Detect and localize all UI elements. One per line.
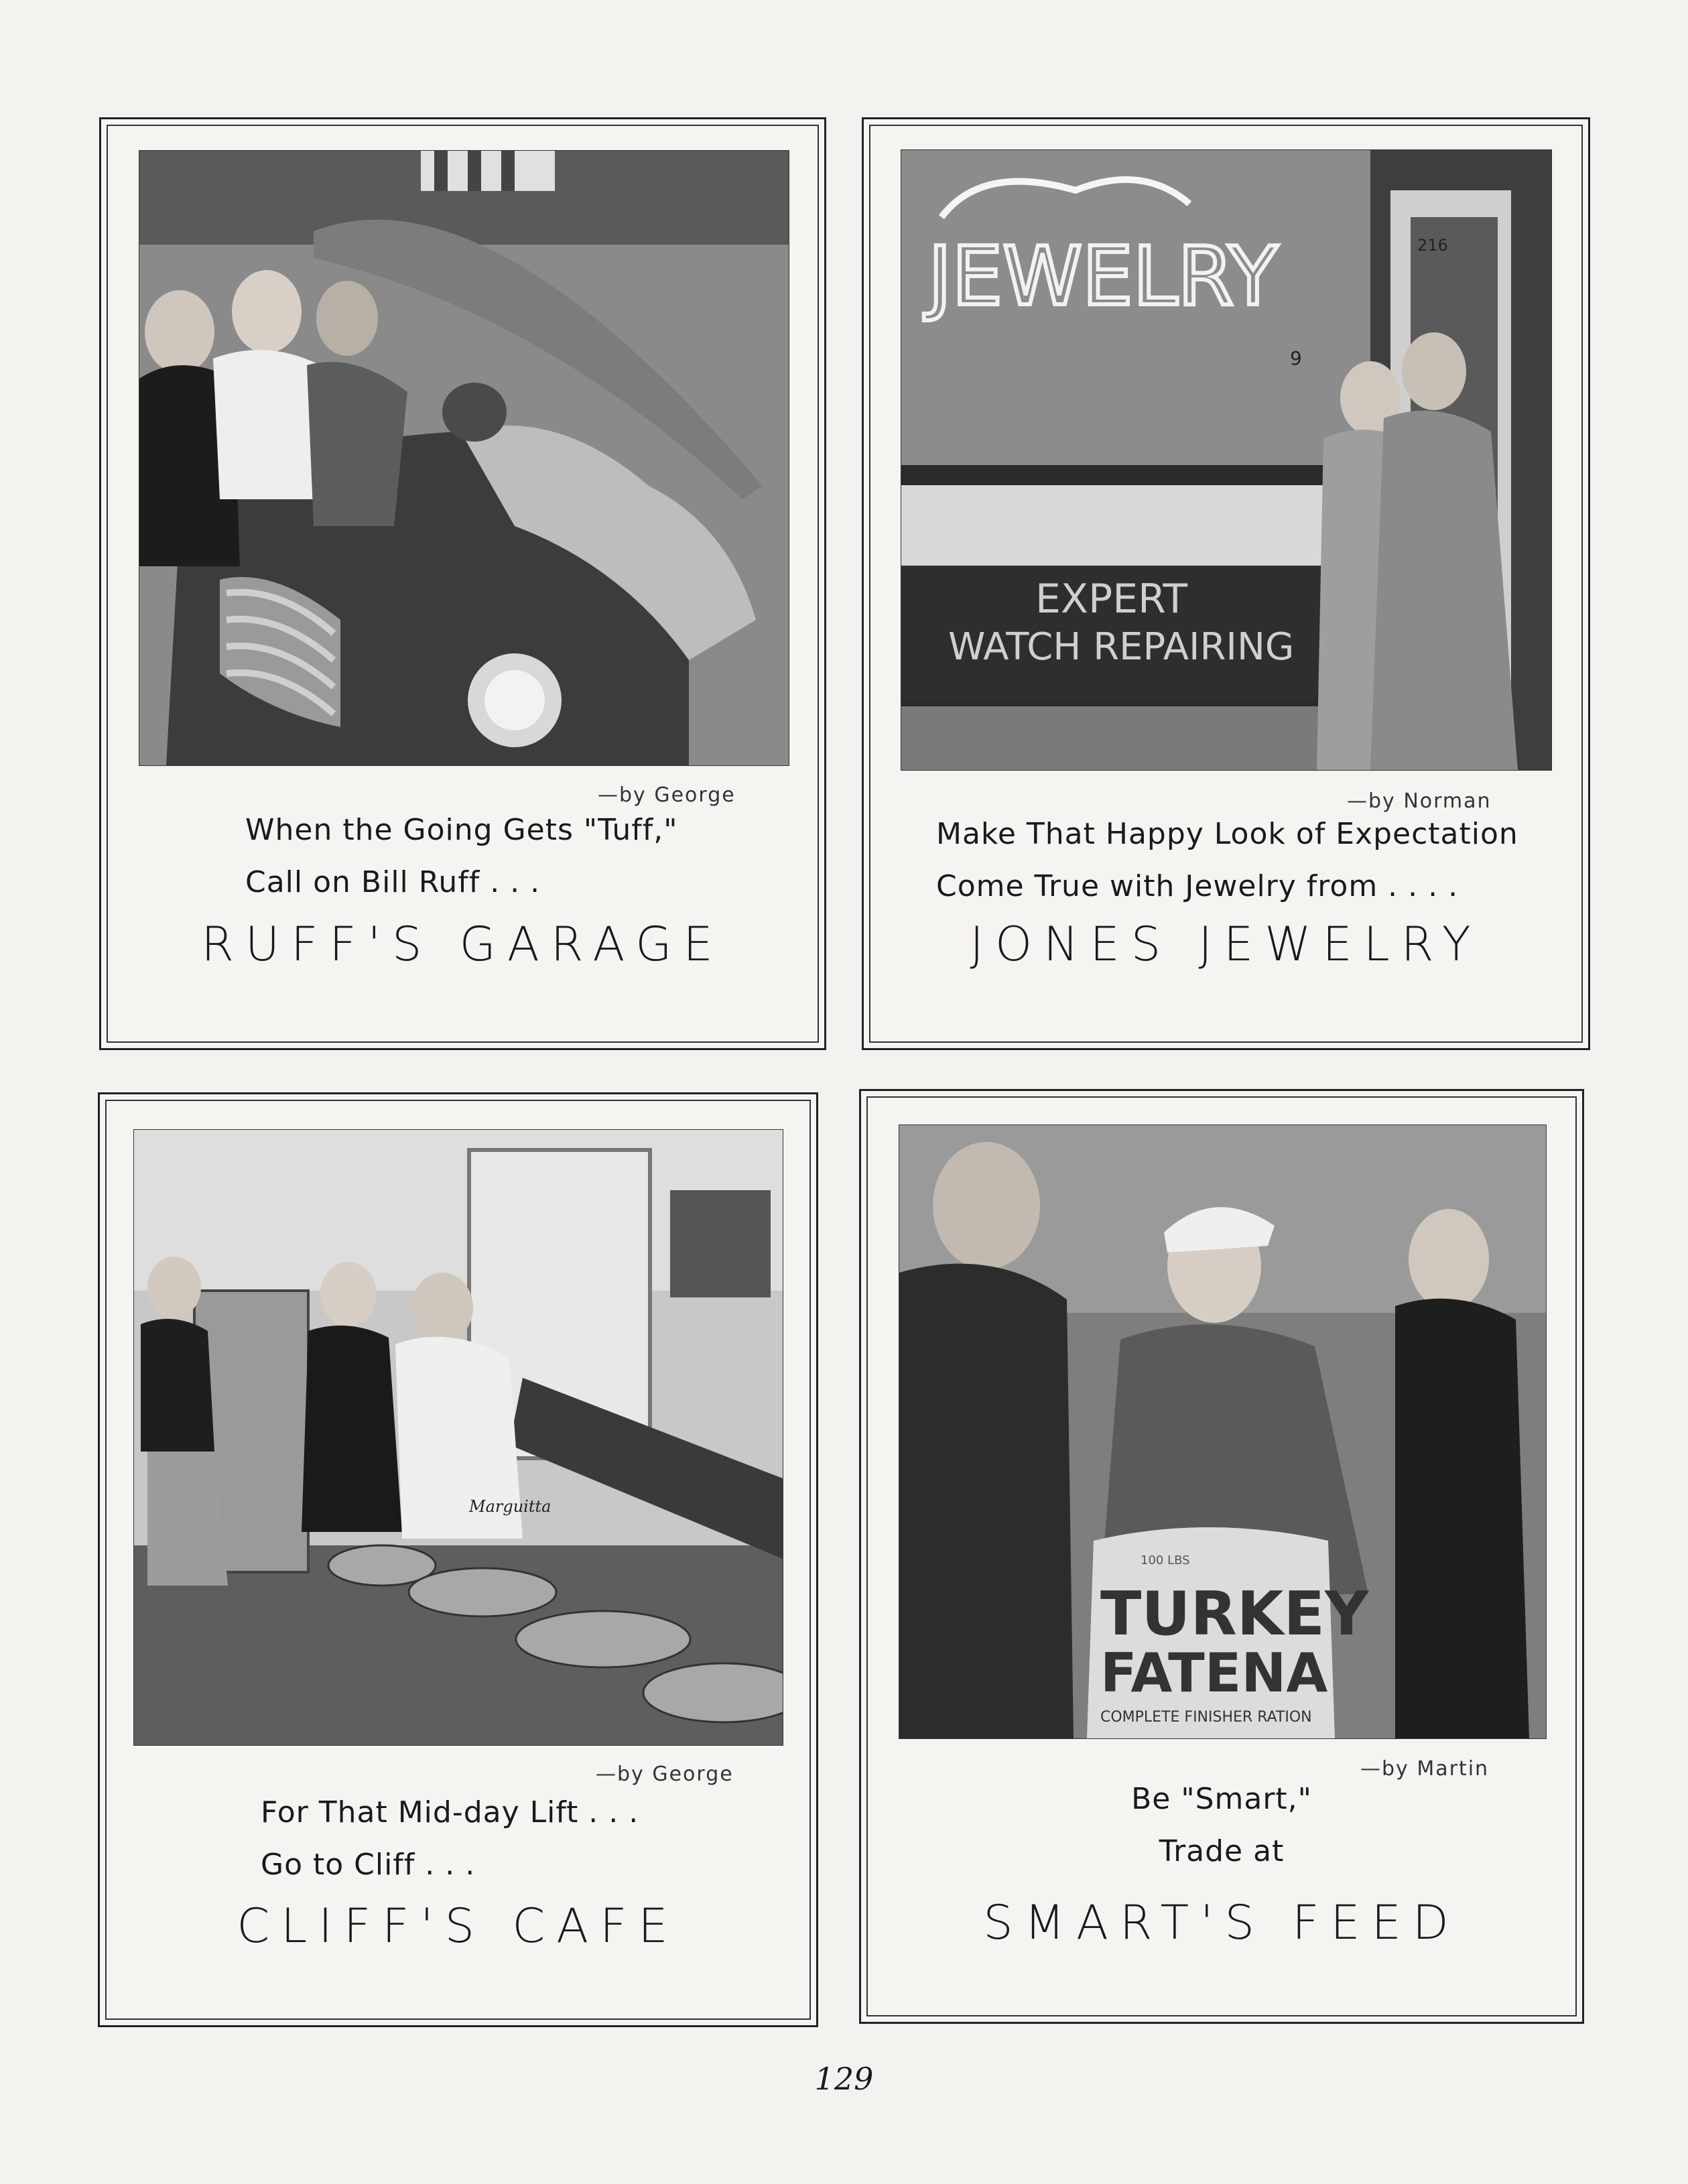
svg-text:100 LBS: 100 LBS [1141, 1553, 1190, 1567]
photo-credit: —by George [598, 783, 736, 807]
svg-text:JEWELRY: JEWELRY [928, 231, 1278, 324]
photo-feed-bag [899, 1125, 1547, 1739]
photo-jewelry-window [901, 149, 1552, 771]
photo-credit: —by Martin [1360, 1757, 1490, 1781]
slogan-line: Make That Happy Look of Expectation [936, 817, 1518, 851]
photo-mechanics-at-car [139, 150, 789, 766]
svg-text:TURKEY: TURKEY [1100, 1579, 1369, 1649]
svg-text:216: 216 [1417, 236, 1448, 255]
svg-text:Marguitta: Marguitta [469, 1497, 551, 1516]
photo-credit: —by George [596, 1762, 734, 1786]
slogan-line: Come True with Jewelry from . . . . [936, 869, 1459, 903]
photo-credit: —by Norman [1347, 789, 1492, 813]
slogan-line: Be "Smart," [1131, 1782, 1312, 1816]
ad-slogan [936, 808, 1518, 913]
slogan-line: Call on Bill Ruff . . . [245, 865, 541, 899]
ad-slogan [261, 1787, 639, 1891]
svg-text:EXPERT: EXPERT [1035, 576, 1188, 623]
slogan-line: Go to Cliff . . . [261, 1848, 476, 1882]
business-name: RUFF'S GARAGE [201, 917, 724, 972]
svg-text:COMPLETE FINISHER RATION: COMPLETE FINISHER RATION [1100, 1709, 1312, 1726]
svg-text:9: 9 [1290, 347, 1302, 369]
svg-text:WATCH REPAIRING: WATCH REPAIRING [948, 625, 1295, 669]
slogan-line: When the Going Gets "Tuff," [245, 813, 678, 847]
ad-cliffs-cafe [98, 1092, 818, 2027]
business-name: JONES JEWELRY [970, 917, 1482, 972]
business-name: SMART'S FEED [983, 1895, 1460, 1950]
ad-ruffs-garage [99, 117, 826, 1050]
photo-cafe-counter [133, 1129, 783, 1746]
ad-jones-jewelry [862, 117, 1590, 1050]
ad-slogan [245, 804, 677, 909]
ad-smarts-feed [859, 1089, 1584, 2024]
page-number: 129 [814, 2061, 874, 2097]
svg-text:FATENA: FATENA [1100, 1642, 1328, 1704]
slogan-line: Trade at [1159, 1834, 1285, 1868]
ad-slogan [861, 1773, 1582, 1878]
business-name: CLIFF'S CAFE [237, 1899, 679, 1953]
slogan-line: For That Mid-day Lift . . . [261, 1795, 639, 1829]
